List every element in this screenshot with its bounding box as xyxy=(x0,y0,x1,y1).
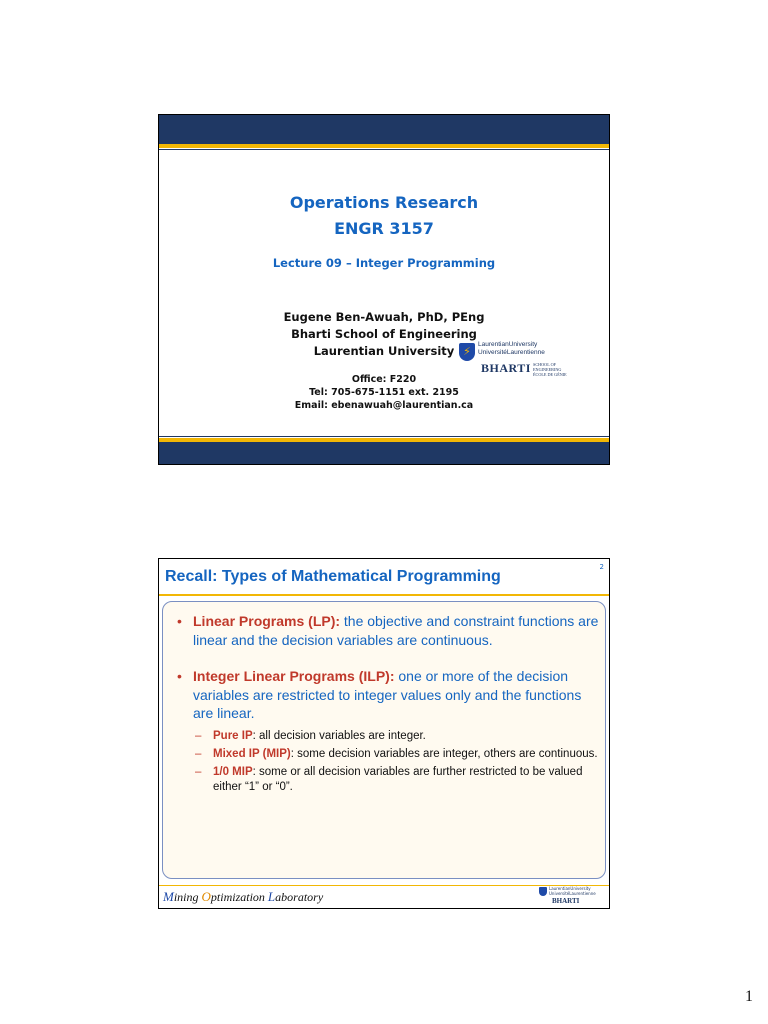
header-band xyxy=(159,115,609,144)
subitem-text: : all decision variables are integer. xyxy=(252,729,426,742)
mini-logo-en: LaurentianUniversity xyxy=(549,886,591,891)
subitem-text: : some or all decision variables are further restricted to be valued either “1” or “0”. xyxy=(213,765,583,793)
subitem-lead: Mixed IP (MIP) xyxy=(213,747,291,760)
subitem-binary-mip xyxy=(175,765,600,795)
course-code: ENGR 3157 xyxy=(334,219,434,238)
mini-shield-icon xyxy=(539,887,547,896)
lab-m: M xyxy=(163,889,174,904)
bullet-icon: • xyxy=(177,613,182,629)
lab-l: L xyxy=(267,889,276,904)
logo-bharti-sub-en: SCHOOL OF ENGINEERING xyxy=(533,362,562,372)
logo-university-fr: UniversitéLaurentienne xyxy=(478,349,545,356)
laurentian-shield-icon: ⚡ xyxy=(459,343,475,361)
header-thin-line xyxy=(159,149,609,150)
school-name: Bharti School of Engineering xyxy=(291,327,477,341)
subitem-mixed-ip xyxy=(175,747,600,762)
subitem-lead: 1/0 MIP xyxy=(213,765,253,778)
bullet-text: one or more of the decision variables are restricted to integer values only and the functions are linear. xyxy=(193,668,582,721)
bullet-lp xyxy=(175,612,600,649)
telephone-info: Tel: 705-675-1151 ext. 2195 xyxy=(309,387,459,398)
university-name: Laurentian University xyxy=(313,344,455,358)
header-gold-stripe xyxy=(159,144,609,148)
title-slide xyxy=(158,114,610,465)
dash-icon: – xyxy=(195,747,202,760)
footer-band xyxy=(159,442,609,464)
page-number: 1 xyxy=(745,988,753,1005)
content-body xyxy=(175,612,600,795)
bullet-text: the objective and constraint functions are linear and the decision variables are continuous. xyxy=(193,613,599,648)
slide-title: Recall: Types of Mathematical Programming xyxy=(165,568,501,585)
bullet-lead: Linear Programs (LP): xyxy=(193,613,341,629)
content-slide xyxy=(158,558,610,909)
course-title: Operations Research xyxy=(289,193,479,212)
email-info: Email: ebenawuah@laurentian.ca xyxy=(294,400,474,411)
subitem-pure-ip xyxy=(175,729,600,744)
mini-logo-bharti: BHARTI xyxy=(552,897,580,905)
bullet-ilp xyxy=(175,667,600,723)
lecture-title: Lecture 09 – Integer Programming xyxy=(272,256,496,270)
dash-icon: – xyxy=(195,729,202,742)
footer-thin-line xyxy=(159,436,609,437)
footer-logo xyxy=(539,886,609,906)
logo-bharti-sub-fr: ÉCOLE DE GÉNIE xyxy=(533,372,567,377)
subitem-text: : some decision variables are integer, others are continuous. xyxy=(290,747,598,760)
dash-icon: – xyxy=(195,765,202,778)
logo-bharti: BHARTI xyxy=(481,361,531,375)
lab-ptimization: ptimization xyxy=(210,890,268,904)
slide-number: 2 xyxy=(599,563,604,571)
author-name: Eugene Ben-Awuah, PhD, PEng xyxy=(283,310,485,324)
subitem-lead: Pure IP xyxy=(213,729,253,742)
lab-name xyxy=(163,889,323,905)
office-info: Office: F220 xyxy=(351,374,417,385)
logo-university-en: LaurentianUniversity xyxy=(478,341,538,348)
title-separator xyxy=(159,594,609,596)
lab-ining: ining xyxy=(173,890,202,904)
lab-o: O xyxy=(201,889,211,904)
lab-aboratory: aboratory xyxy=(275,890,324,904)
bullet-lead: Integer Linear Programs (ILP): xyxy=(193,668,395,684)
content-panel xyxy=(162,601,606,879)
mini-logo-fr: UniversitéLaurentienne xyxy=(549,891,596,896)
bullet-icon: • xyxy=(177,668,182,684)
